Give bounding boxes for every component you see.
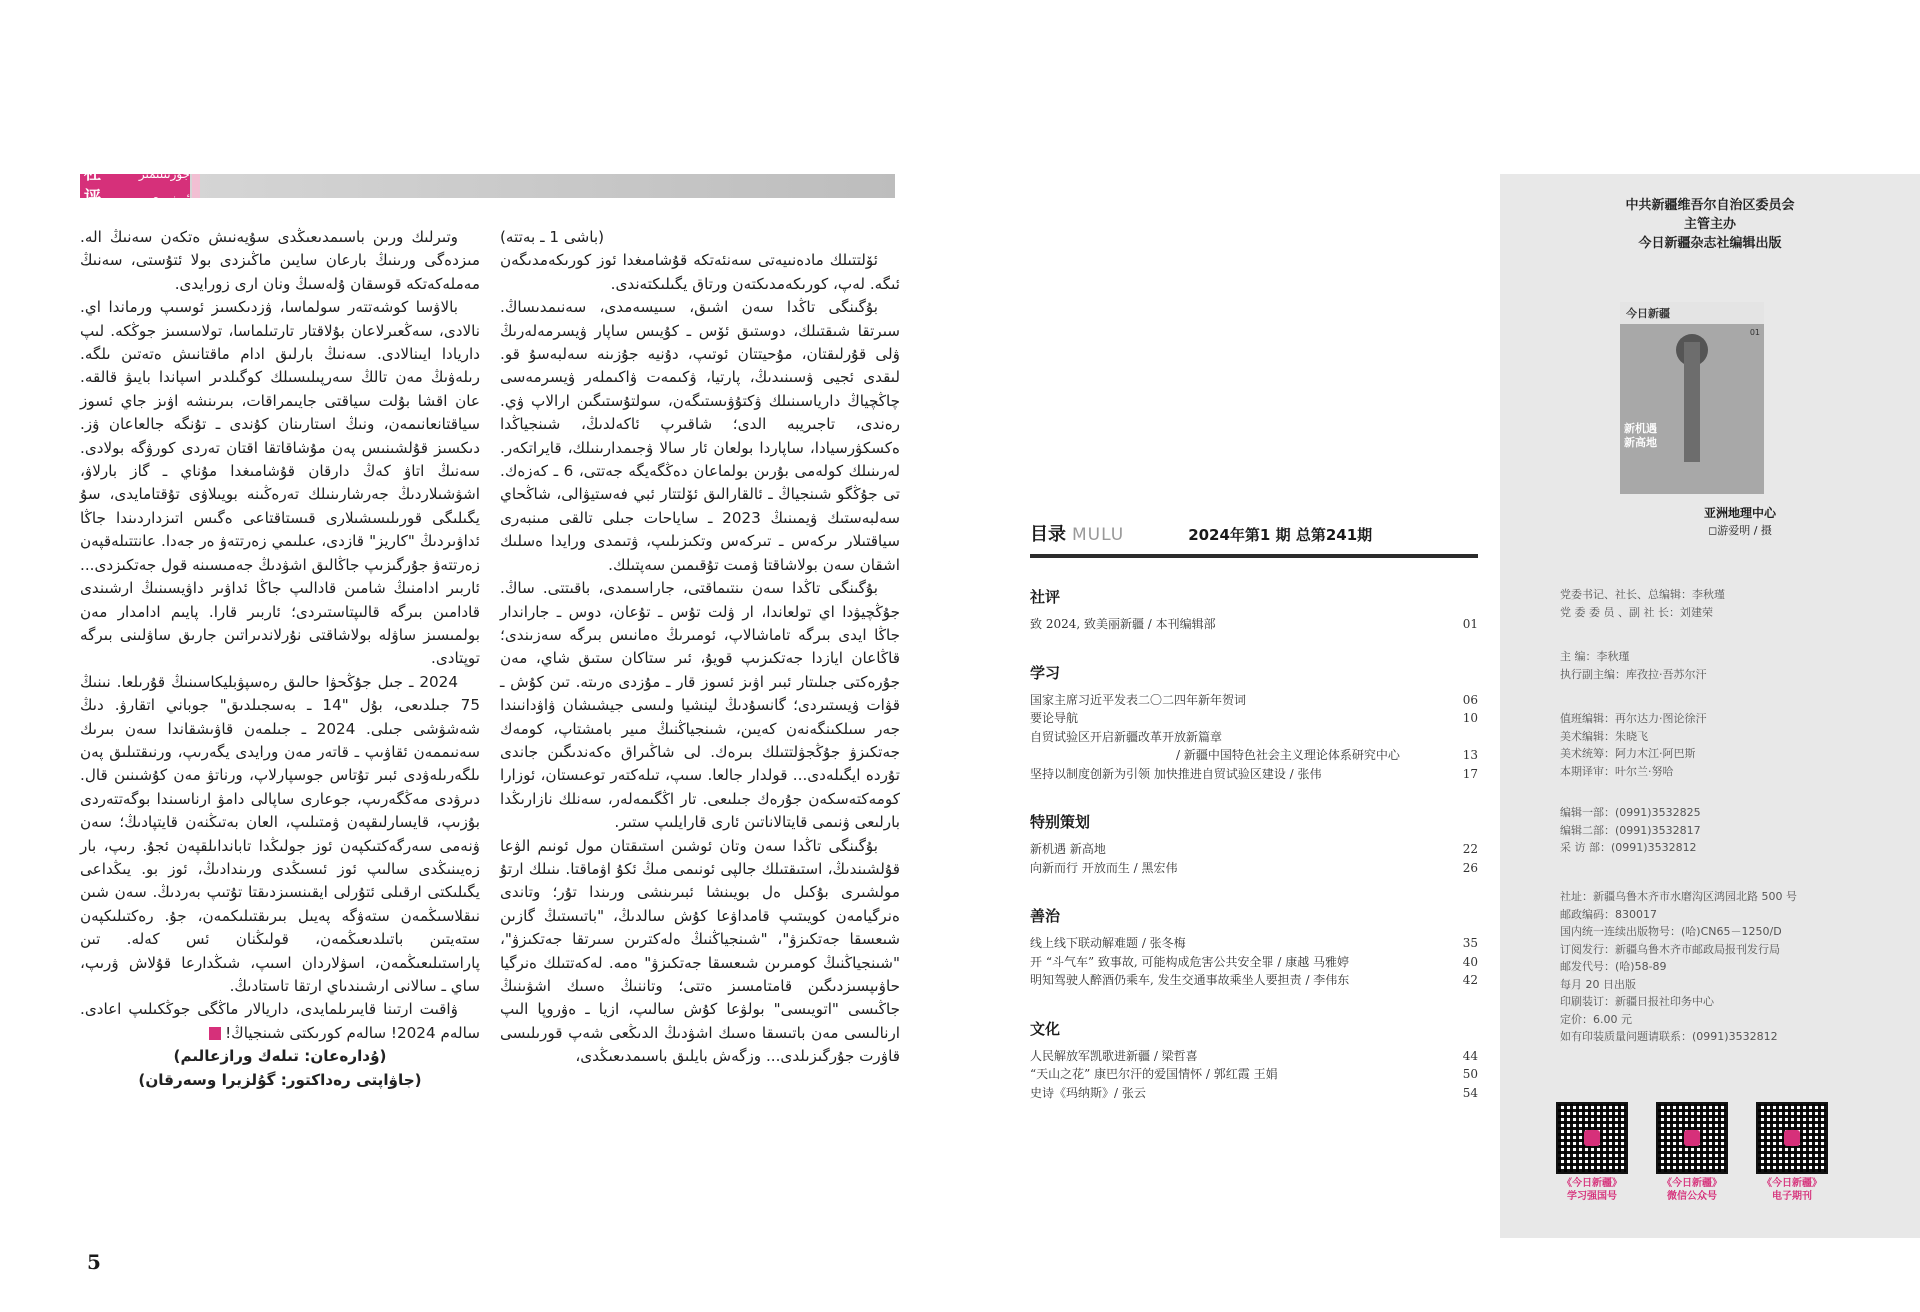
staff-block-editors: 主 编：李秋瑾 执行副主编：库孜拉·吾苏尔汗	[1560, 650, 1707, 681]
paragraph: بۇگىنگى تاڭدا سەن اشىق، سىيسەمدى، سەنىمدىساڭ. سىرتقا شىقتىلك، دوستىق ئۆس ـ كۇيىس ساپار ۋيسرمەلەرىڭ ۋلى قۇرلىقتان، مۇحيتتان ئوتىپ، دۇنيە جۇزىنە سەلبەسۇ قو. لىقدى ئجيى ۋسىنىدىڭ، پارتيا، ۋكىمەت ۋاكىملەر ۋيسرمەسى چاڭچياڭ دارياسىنىلك ۋكتۇۋىستىگەن، سولتۇستىگىن ارالاپ ۋي. رەندى، تاجىريبە الدى؛ شاقىرپ ئاكەلدىڭ، شىنجياڭدا ەكسكۋرسيادا، ساپاردا بولعان ئار سالا ۋجىمدارىنىلك، قايراتكەر. لەرىنىلك كولەمى بۇرىن بولماعان دەڭگەيگە جەتتى، 6 ـ كەزەك. تى جۇڭگو شىنجياڭ ـ ئالقارالىق ئۆلتتار ئبي فەستيۋالى، شاڭحاي سەلبەستىك ۋيمىنىڭ 2023 ـ ساياحات جىلى تالقى مىنبەرى سياقتىلار ىركەس ـ تىركەس وتكىزىلىپ، ۋتىمدى ورايدا ەسلىك اشقان سەن بولاشاقتا ۋمىت تۇقىمىن سەپتىلك.	[500, 298, 901, 574]
toc-item[interactable]: “天山之花” 康巴尔汗的爱国情怀 / 郭红霞 王娟 50	[1030, 1067, 1478, 1081]
qr-label: 《今日新疆》 学习强国号	[1562, 1178, 1622, 1202]
publisher-line: 主管主办	[1683, 217, 1736, 232]
toc-section-title: 特别策划	[1030, 813, 1091, 831]
toc-item[interactable]: 自贸试验区开启新疆改革开放新篇章	[1030, 729, 1223, 744]
toc-item[interactable]: 人民解放军凯歌进新疆 / 梁哲喜 44	[1030, 1048, 1478, 1063]
paragraph: بالاۋسا كوشەتتەر سولماسا، ۋزدىكسىز ئوسىپ ورماندا اي. نالادى، سەڭعىرلاعان بۇلاقتار تارتىلماسا، تولاسسىز جوڭكە. لىپ داريادا ايىنالادى. سەنىڭ بارلىق ادام ماقتانىش ەتەتىن ىلگە. رىلەۋىڭ مەن تالڭ سەرپىلىسىلك كوگىلدىر اسپاندا بايىۋ قالقە. عان اقشا بۇلت سياقتى جايىمراقات، بىرىنشە اۋىز جاي ئسوز سياقتانعانىمەن، ونىڭ استارىنان كۇندى ـ تۇنگە جالعاعان ۋز. دىكسىز قۇلشىنىس پەن مۇشاقاتقا اقتان تەردى كورۋگە بولادى. سەنىڭ اتاۋ كەڭ دارقان قۇشامىغدا مۇناي ـ گاز بارلاۋ، اشۋشىلاردىڭ جەرشارىنىلك تەرەڭىنە بويىلاۋى تۇقتامايدى، سۇ يگىلىگى قورىلىسشىلارى قىستاقتاعى ەگىس اتىزداردىندا جاڭا ئداۋىردىڭ "كاريز" قازدى، عىلىمي زەرتتەۋ ەر جەدا. عانتتىلەقپەن زەرتتەۋ جۇرگىزىپ جاڭالىق اشۋدىڭ جەمىسىنە قول جەتكىزدى... ئاربىر ادامنىڭ شامىن قادالىپ جاڭا ئداۋىر داۋيسىنىڭ ارشىندى قادامىن بىرگە قالىپتاستىردى؛ ئاربىر قارا. پايىم ادامدار مەن بولمىسىز ساۋلە بولاشاقتى نۇرلاندىراتىن جارىق ساۋلىنى بىرگە توپتادى.	[80, 298, 480, 668]
staff-block-phones: 编辑一部：(0991)3532825 编辑二部：(0991)3532817 采 访 部：(0991)3532812	[1560, 806, 1701, 854]
editor-line: (جاۋاپتى رەداكتور: گۇلزيرا وسەرقان)	[138, 1070, 422, 1089]
qr-wechat[interactable]	[1656, 1102, 1728, 1203]
toc-header	[1030, 520, 1478, 558]
toc-section-title: 社评	[1030, 588, 1061, 606]
author-line: (ۇدارەعان: تىلەك ورازعالىم)	[173, 1047, 387, 1066]
qr-code-icon	[1656, 1102, 1728, 1174]
cover-thumbnail[interactable]	[1620, 302, 1764, 494]
toc-section-title: 善治	[1030, 907, 1061, 925]
toc-section-title: 文化	[1030, 1019, 1061, 1038]
publication-info: 社址：新疆乌鲁木齐市水磨沟区鸿园北路 500 号 邮政编码：830017 国内统一连续出版物号：(哈)CN65－1250/D 订阅发行：新疆乌鲁木齐市邮政局报刊发行局 邮发代号：(哈)58-89 每月 20 日出版 印刷装订：新疆日报社印务中心 定价：6.00 元 如有印装质量问题请联系：(0991)3532812	[1560, 890, 1797, 1043]
qr-code-icon	[1556, 1102, 1628, 1174]
paragraph: بۇگىنگى تاڭدا سەن وتان ئوشىن استىقتان مول ئونىم الۋعا قۇلشىندىڭ، استىقتىلك جالپى ئونىمى مىڭ ئكۇ اۋماقتا. ىنىلك ارتۇ مولشىرى بۇكىل ەل بويىنشا ئبىرىنشى ورىندا تۇر؛ وتاندى ەنرگيامەن كويىتىپ قامداۋعا كۇش سالدىڭ، "باتىستىڭ گازىن شىعسقا جەتكىزۋ"، "شىنجياڭنىڭ ەلەكترىن سىرتقا جەتكىزۋ"، "شىنجياڭنىڭ كومىرىن شىعسقا جەتكىزۋ" ەمە. لەكەتتىلك ەنرگيا حاۋىپسىزدىگىن قامتامسىز ەتتى؛ وتاننىڭ ەسىك اشۋىنىڭ جاڭىسى "اتويىسى" بولۋعا كۇش سالىپ، ازيا ـ ەۋروپا الىپ ارنالىسى مەن باتىسقا ەسىك اشۋدىڭ الدىڭعى شەپ قورىلىسى قاۋرت جۇرگىزىلدى... وزگەش بايلىق باسىمدىعىڭدى،	[500, 836, 900, 1066]
section-header-bar	[80, 164, 895, 208]
toc-section	[1030, 586, 1478, 634]
toc-section	[1030, 905, 1478, 990]
article-page	[0, 0, 900, 1312]
toc-item[interactable]: 史诗《玛纳斯》/ 张云 54	[1030, 1085, 1478, 1100]
cover-credit: ◻游爱明 / 摄	[1708, 524, 1772, 537]
continued-note: (باشى 1 ـ بەتتە)	[500, 228, 605, 246]
staff-block-issue: 值班编辑：再尔达力·图论徐汗 美术编辑：朱晓飞 美术统筹：阿力木江·阿巴斯 本期译审：叶尔兰·努哈	[1560, 712, 1707, 778]
qr-code-row	[1556, 1102, 1828, 1203]
publisher-line: 今日新疆杂志社编辑出版	[1638, 236, 1782, 251]
paragraph: بۇگىنگى تاڭدا سەن ىنتىماقتى، جاراسىمدى، باقىتتى. ساڭ. جۇڭچيۋدا اي تولعاندا، ار ۋلت تۇس ـ تۇعان، دوس ـ جاراندار جاڭا ايدى بىرگە تاماشالاپ، ئومىرىڭ ەمانىس بىرگە سەزىندى؛ قاڭاعان ايازدا جەتكىزىپ قويۇ، ئىر ستاكان ستىق شاي، مەن جۇرەكتى جىلىتار ئبىر اۋىز ئسوز قار ـ مۇزدى ەرىتە. تىن كۇش ـ قۋات ۋيستىردى؛ گانسۇدىڭ لينشيا ولىسى جيشىشان ۋاۋدانىندا جەر سىلكىنگەنەن كەيىن، شىنجياڭنىڭ مىير بامشتاپ، كومەك جەتكىزۋ جۇڭجۋلتتىلك بىرەك. لى شاڭىراق ەكەندىگىن جاندى تۇردە ايگىلەدى... قولدار جالعا. سىپ، تىلەكتەر توعىستان، ئوزارا كومەكتەسكەن جۇرەك جىلىعى. تار اڭگىمەلەر، سەنلك نازارىڭدا بارلىعى ۋنىمى قايتالاناتىن ئارى قارايلىپ ستىر.	[500, 579, 900, 832]
toc-title-pinyin: MULU	[1072, 525, 1125, 545]
toc-item[interactable]: 线上线下联动解难题 / 张冬梅 35	[1030, 936, 1478, 950]
page-number: 5	[87, 1250, 101, 1274]
paragraph: ئۆلتتىلك مادەنىيەتى سەنئەتكە قۇشامىغدا ئوز كورىكەمدىگەن ئىگە. لەپ، كورىكەمدىكتەن ورتاق يگىلىكتەندى.	[500, 251, 900, 293]
toc-item[interactable]: 致 2024, 致美丽新疆 / 本刊编辑部 01	[1030, 617, 1478, 631]
toc-section	[1030, 1018, 1478, 1103]
toc-item[interactable]: 开 “斗气车” 致事故, 可能构成危害公共安全罪 / 康越 马雅婷 40	[1030, 954, 1478, 969]
table-of-contents	[1030, 520, 1478, 1102]
paragraph: 2024 ـ جىل جۇڭحۋا حالىق رەسپۋبليكاسىنىڭ قۇرىلعا. نىنىڭ 75 جىلدىعى، بۇل "14 ـ بەسجىلدىق" جوباني اتقارۋ. دىڭ شەشۋشى جىلى. 2024 ـ جىلمەن قاۋىشقاندا سەن بىرىك سەنىممەن ئقاۋىپ ـ قاتەر مەن ورايدى يگەرىپ، ورنىقتىلىق پەن ىلگەرىلەۋدى ئبىر تۇتاس جوسپارلاپ، ورناتۋ مەن كۇشىنىن قال. دىرۋدى مەڭگەرىپ، جوعارى ساپالى دامۋ ارناسىندا بوگەتتەردى بۇزىپ، قايسارلىقپەن ۋمتىلىپ، العان بەتىڭنەن قايتپادىڭ؛ سەن ۋنەمى سەرگەكتىكپەن ئوز جولىڭدا تابانداىلقپەن ئجۇ. رىپ، بار زەيىنىڭدى سالىپ ئوز ئىسىڭدى ورىندادىڭ، ئوز بو. يىڭداعى يگىلىكتى ارقىلى ئتۇرلى ايقىنسىزدىقتا تۇتىپ بەردىڭ. سەن شىن نىقلاسىڭمەن ستەۋگە پەيىل بىرىقتىلىكمەن، جۇ. رەكتىلىكپەن ستەيتىن باتىلدىعىڭمەن، قولىڭنان ئس كەلە. تىن پاراستىلىعىڭمەن، اسۋلاردان اسىپ، شىڭدارعا قۇلاش ۋرىپ، ساي ـ سالانى ارشىندىاي ارتقا تاستادىڭ.	[80, 672, 480, 995]
cover-logo: 今日新疆	[1626, 307, 1670, 320]
toc-item[interactable]: 要论导航 10	[1030, 711, 1478, 725]
paragraph: وتىرلىك ورىن باسىمدىعىڭدى سۇيەنىش ەتكەن سەنىڭ الە. مىزدەگى ورىنىڭ بارعان سايىن ماڭىزدى بولا ئتۇستى، سەنىڭ مەملەكەتكە قوسقان ۇلەسىڭ ونان ارى زورايدى.	[80, 228, 480, 293]
publisher-line: 中共新疆维吾尔自治区委员会	[1625, 198, 1795, 213]
cover-headline: 新机遇 新高地	[1624, 422, 1657, 449]
article-column-right	[500, 226, 900, 1069]
toc-issue: 2024年第1 期 总第241期	[1188, 526, 1373, 544]
toc-item[interactable]: 新机遇 新高地 22	[1030, 842, 1478, 856]
qr-code-icon	[1756, 1102, 1828, 1174]
qr-xuexi[interactable]	[1556, 1102, 1628, 1203]
cover-caption: 亚洲地理中心	[1703, 506, 1776, 520]
toc-section-title: 学习	[1030, 663, 1061, 682]
qr-label: 《今日新疆》 微信公众号	[1662, 1178, 1722, 1202]
monument-tower-icon	[1684, 342, 1700, 462]
toc-item[interactable]: 明知驾驶人醉酒仍乘车, 发生交通事故乘坐人要担责 / 李伟东 42	[1030, 973, 1478, 987]
end-mark-icon	[209, 1027, 221, 1040]
section-badge-ug: جۇرنىلىمىز ئوبزورى	[138, 167, 190, 205]
toc-item[interactable]: 坚持以制度创新为引领 加快推进自贸试验区建设 / 张伟 17	[1030, 766, 1478, 781]
article-column-left	[80, 226, 480, 1092]
section-badge	[80, 164, 190, 208]
badge-accent-strip	[192, 174, 200, 198]
toc-section	[1030, 811, 1478, 877]
toc-title: 目录	[1030, 524, 1066, 545]
toc-section	[1030, 662, 1478, 784]
toc-item[interactable]: / 新疆中国特色社会主义理论体系研究中心 13	[1176, 748, 1478, 762]
qr-label: 《今日新疆》 电子期刊	[1762, 1178, 1822, 1202]
toc-item[interactable]: 向新而行 开放而生 / 黑宏伟 26	[1030, 860, 1478, 875]
qr-ejournal[interactable]	[1756, 1102, 1828, 1203]
cover-issue-number: 01	[1749, 328, 1760, 337]
section-badge-zh: 社评	[84, 164, 101, 208]
masthead-sidebar	[1500, 174, 1920, 1238]
publisher-block	[1500, 174, 1920, 253]
staff-block-leadership: 党委书记、社长、总编辑：李秋瑾 党 委 委 员 、副 社 长：刘建荣	[1560, 588, 1725, 619]
toc-item[interactable]: 国家主席习近平发表二〇二四年新年贺词 06	[1030, 692, 1478, 707]
paragraph-closing: ۋاقىت ارتىنا قايىرىلمايدى، داريالار ماڭگى جوڭكىلىپ اعادى. سالەم 2024! سالەم كورىكتى شىنجياڭ!	[80, 1000, 480, 1042]
